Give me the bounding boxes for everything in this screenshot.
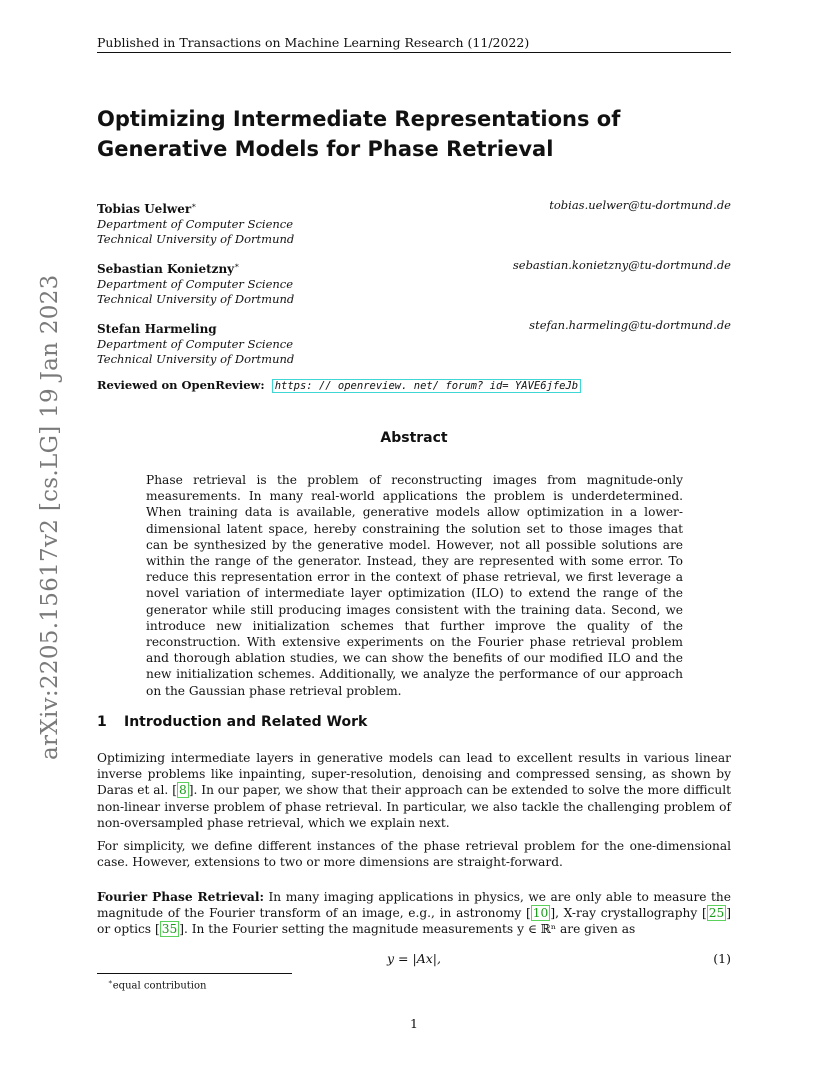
arxiv-stamp: arXiv:2205.15617v2 [cs.LG] 19 Jan 2023 — [37, 274, 63, 760]
running-head: Published in Transactions on Machine Learning Research (11/2022) — [97, 35, 530, 50]
section-title: Introduction and Related Work — [124, 714, 368, 730]
equation-expression: y = |Ax|, — [387, 951, 441, 966]
page-number: 1 — [410, 1016, 418, 1031]
openreview-link[interactable]: https: // openreview. net/ forum? id= YAVE6jfeJb — [272, 379, 581, 393]
author-email[interactable]: stefan.harmeling@tu-dortmund.de — [529, 318, 731, 332]
author-email[interactable]: tobias.uelwer@tu-dortmund.de — [549, 198, 731, 212]
abstract-text: Phase retrieval is the problem of reconstructing images from magnitude-only measurements. In many real-world applications the problem is underdetermined. When training data is available, generative models allow optimization in a lower-dimensional latent space, hereby constraining the solution set to those images that can be synthesized by the generative model. However, not all possible solutions are within the range of the generator. Instead, they are represented with some error. To reduce this representation error in the context of phase retrieval, we first leverage a novel variation of intermediate layer optimization (ILO) to extend the range of the generator while still producing images consistent with the training data. Second, we introduce new initialization schemes that further improve the quality of the reconstruction. With extensive experiments on the Fourier phase retrieval problem and thorough ablation studies, we can show the benefits of our modified ILO and the new initialization schemes. Additionally, we analyze the performance of our approach on the Gaussian phase retrieval problem. — [146, 473, 683, 698]
citation-link[interactable]: 25 — [708, 906, 725, 921]
intro-paragraph-1: Optimizing intermediate layers in generative models can lead to excellent results in various linear inverse problems like inpainting, super-resolution, denoising and compressed sensing, as shown by Daras et al. [ 8 ]. In our paper, we show that their approach can be extended to solve the more difficult non-linear inverse problem of phase retrieval. In particular, we also tackle the challenging problem of non-oversampled phase retrieval, which we explain next. — [97, 751, 732, 830]
citation-link[interactable]: 10 — [532, 906, 549, 921]
author-email[interactable]: sebastian.konietzny@tu-dortmund.de — [512, 258, 731, 272]
section-heading — [97, 714, 367, 730]
header-rule — [97, 52, 731, 53]
citation-link[interactable]: 8 — [178, 783, 187, 798]
paragraph-lead: Fourier Phase Retrieval: — [97, 890, 264, 904]
abstract-heading: Abstract — [380, 430, 448, 446]
author-department: Department of Computer Science — [97, 337, 294, 351]
footnote: ∗equal contribution — [108, 978, 207, 992]
section-number: 1 — [97, 714, 107, 730]
author-block-3 — [97, 318, 731, 367]
author-university: Technical University of Dortmund — [97, 232, 295, 246]
footnote-rule — [97, 973, 292, 974]
author-name: Stefan Harmeling — [97, 322, 217, 336]
author-university: Technical University of Dortmund — [97, 292, 295, 306]
openreview-label: Reviewed on OpenReview: — [97, 378, 265, 392]
intro-paragraph-2: For simplicity, we define different instances of the phase retrieval problem for the one-dimensional case. However, extensions to two or more dimensions are straight-forward. — [97, 839, 731, 870]
author-department: Department of Computer Science — [97, 277, 294, 291]
openreview-line — [97, 378, 581, 392]
author-university: Technical University of Dortmund — [97, 352, 295, 366]
author-block-1 — [97, 198, 731, 247]
author-name: Sebastian Konietzny∗ — [97, 261, 240, 276]
author-department: Department of Computer Science — [97, 217, 294, 231]
intro-paragraph-3: Fourier Phase Retrieval: In many imaging applications in physics, we are only able to measure the magnitude of the Fourier transform of an image, e.g., in astronomy [ 10 ], X-ray crystallography [ 25 ] or optics [ 35 ]. In the Fourier setting the magnitude measurements y ∈ ℝⁿ are given as — [97, 890, 731, 937]
paper-title: Optimizing Intermediate Representations of Generative Models for Phase Retrieval — [97, 107, 621, 161]
author-block-2 — [97, 258, 731, 307]
equation-number: (1) — [713, 951, 731, 966]
author-name: Tobias Uelwer∗ — [97, 201, 197, 216]
citation-link[interactable]: 35 — [161, 922, 178, 937]
